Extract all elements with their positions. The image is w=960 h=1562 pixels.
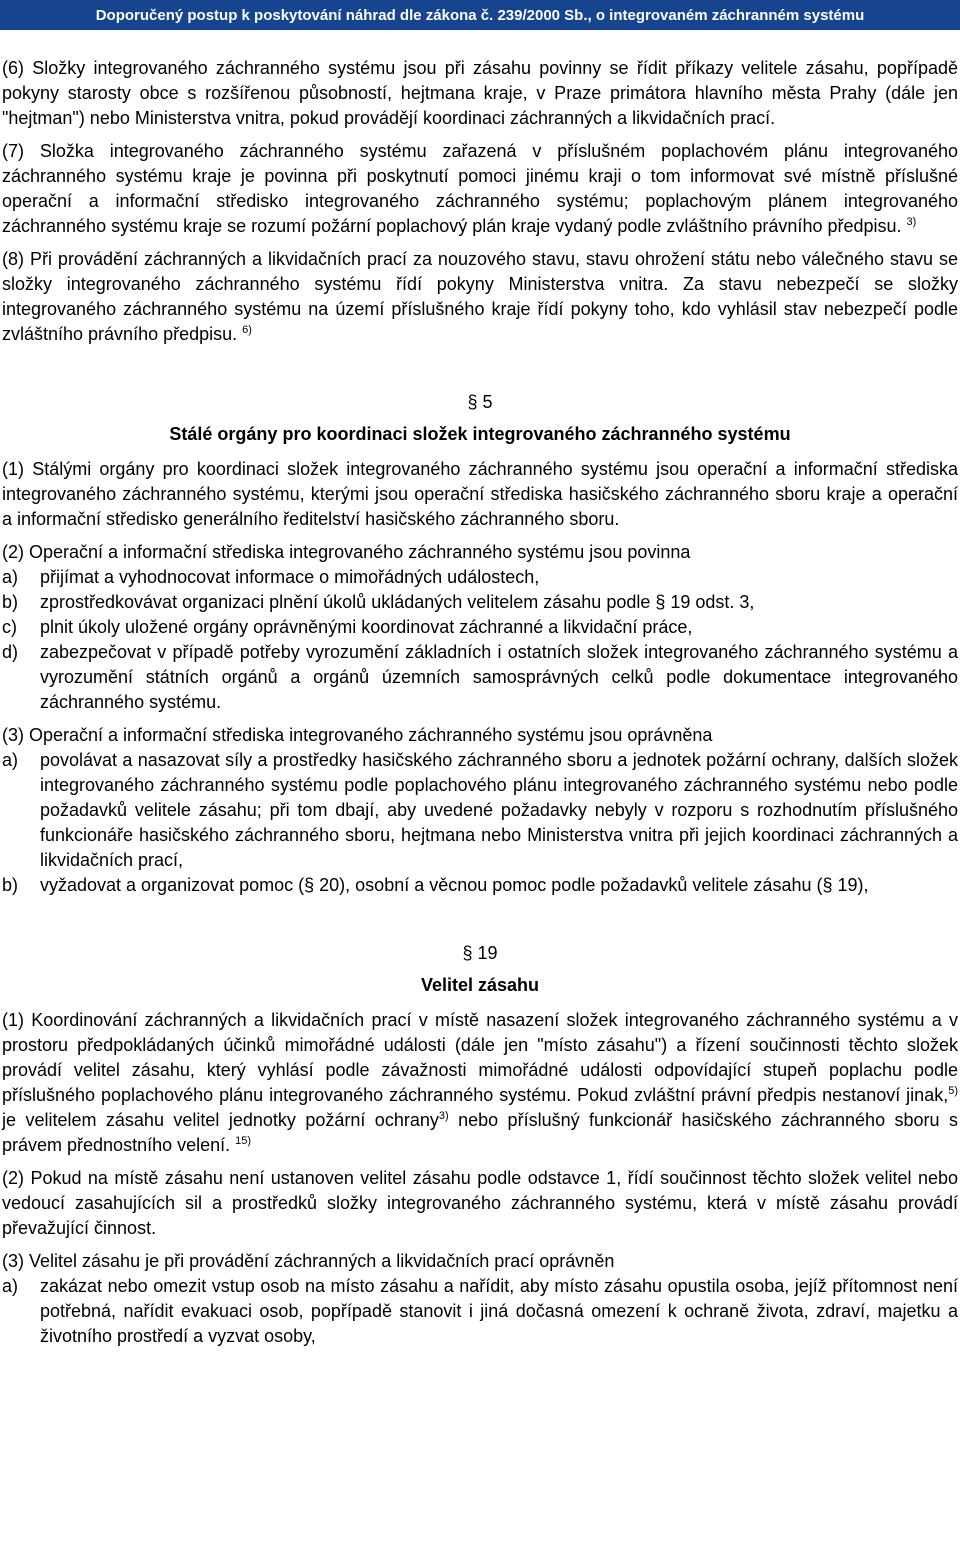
- footnote-ref: 5): [948, 1085, 958, 1097]
- section-19-title: Velitel zásahu: [420, 975, 540, 995]
- paragraph-7-text: (7) Složka integrovaného záchranného systému zařazená v příslušném poplachovém plánu integrovaného záchranného systému kraje je povinna při poskytnutí pomoci jinému kraji o tom informovat své místně příslušné operační a informační středisko integrovaného záchranného systému; poplachovým plánem integrovaného záchranného systému kraje se rozumí požární poplachový plán kraje vydaný podle zvláštního právního předpisu.: [2, 141, 958, 236]
- document-header-title: Doporučený postup k poskytování náhrad dle zákona č. 239/2000 Sb., o integrovaném záchranném systému: [95, 6, 865, 24]
- paragraph-8: [2, 247, 958, 347]
- footnote-ref: 15): [235, 1135, 252, 1147]
- list-item: [2, 565, 958, 590]
- footnote-ref: 3): [906, 216, 917, 228]
- paragraph-6: [2, 56, 958, 131]
- list-item-text: plnit úkoly uložené orgány oprávněnými koordinovat záchranné a likvidační práce,: [40, 617, 693, 637]
- list-item-text: zabezpečovat v případě potřeby vyrozumění základních i ostatních složek integrovaného záchranného systému a vyrozumění státních orgánů a orgánů územních samosprávných celků podle dokumentace integrovaného záchranného systému.: [40, 642, 958, 712]
- section-5-list-3: [2, 748, 958, 898]
- list-item-marker: b): [2, 592, 19, 612]
- paragraph-7: [2, 139, 958, 239]
- paragraph-6-text: (6) Složky integrovaného záchranného systému jsou při zásahu povinny se řídit příkazy velitele zásahu, popřípadě pokyny starosty obce s rozšířenou působností, hejtmana kraje, v Praze primátora hlavního města Prahy (dále jen "hejtman") nebo Ministerstva vnitra, pokud provádějí koordinaci záchranných a likvidačních prací.: [2, 58, 958, 128]
- footnote-ref: 3): [438, 1110, 449, 1122]
- list-item-marker: a): [2, 567, 19, 587]
- document-header: [0, 0, 960, 30]
- list-item-text: povolávat a nasazovat síly a prostředky hasičského záchranného sboru a jednotek požární ochrany, dalších složek integrovaného záchranného systému podle poplachového plánu integrovaného záchranného systému nebo podle požadavků velitele zásahu; při tom dbají, aby uvedené požadavky nebyly v rozporu s rozhodnutím příslušného funkcionáře hasičského záchranného sboru, hejtmana nebo Ministerstva vnitra při jejich koordinaci záchranných a likvidačních prací,: [40, 750, 958, 870]
- list-item-marker: d): [2, 642, 19, 662]
- list-item: [2, 1274, 958, 1349]
- list-item: [2, 873, 958, 898]
- list-item-text: vyžadovat a organizovat pomoc (§ 20), osobní a věcnou pomoc podle požadavků velitele zásahu (§ 19),: [40, 875, 869, 895]
- section-5-list-2: [2, 565, 958, 715]
- section-5-number: § 5: [467, 392, 493, 412]
- section-19-paragraph-3-intro: (3) Velitel zásahu je při provádění záchranných a likvidačních prací oprávněn: [2, 1251, 615, 1271]
- list-item: [2, 748, 958, 873]
- list-item: [2, 590, 958, 615]
- section-5-title: Stálé orgány pro koordinaci složek integrovaného záchranného systému: [169, 424, 791, 444]
- list-item-marker: c): [2, 617, 17, 637]
- section-19-number: § 19: [462, 943, 498, 963]
- section-19-p1-text-c: nebo příslušný funkcionář hasičského záchranného sboru s právem přednostního velení.: [2, 1110, 958, 1155]
- list-item-text: zprostředkovávat organizaci plnění úkolů ukládaných velitelem zásahu podle § 19 odst. 3,: [40, 592, 755, 612]
- section-5-paragraph-3-intro: (3) Operační a informační střediska integrovaného záchranného systému jsou oprávněna: [2, 725, 713, 745]
- section-5-paragraph-1: (1) Stálými orgány pro koordinaci složek integrovaného záchranného systému jsou operační a informační střediska integrovaného záchranného systému, kterými jsou operační střediska hasičského záchranného sboru kraje a operační a informační středisko generálního ředitelství hasičského záchranného sboru.: [2, 459, 958, 529]
- section-19-list-3: [2, 1274, 958, 1349]
- list-item-text: přijímat a vyhodnocovat informace o mimořádných událostech,: [40, 567, 540, 587]
- section-19-paragraph-2: (2) Pokud na místě zásahu není ustanoven velitel zásahu podle odstavce 1, řídí součinnost těchto složek velitel nebo vedoucí zasahujících sil a prostředků složky integrovaného záchranného systému, která v místě zásahu provádí převažující činnost.: [2, 1168, 958, 1238]
- list-item: [2, 640, 958, 715]
- list-item: [2, 615, 958, 640]
- section-5-paragraph-2-intro: (2) Operační a informační střediska integrovaného záchranného systému jsou povinna: [2, 542, 691, 562]
- footnote-ref: 6): [242, 324, 252, 336]
- paragraph-8-text: (8) Při provádění záchranných a likvidačních prací za nouzového stavu, stavu ohrožení státu nebo válečného stavu se složky integrovaného záchranného systému řídí pokyny Ministerstva vnitra. Za stavu nebezpečí se složky integrovaného záchranného systému na území příslušného kraje řídí pokyny toho, kdo vyhlásil stav nebezpečí podle zvláštního právního předpisu.: [2, 249, 958, 344]
- section-19-p1-text-a: (1) Koordinování záchranných a likvidačních prací v místě nasazení složek integrovaného záchranného systému a v prostoru předpokládaných účinků mimořádné události (dále jen "místo zásahu") a řízení součinnosti těchto složek provádí velitel zásahu, který vyhlásí podle závažnosti mimořádné události odpovídající stupeň poplachu podle příslušného poplachového plánu integrovaného záchranného systému. Pokud zvláštní právní předpis nestanoví jinak,: [2, 1010, 958, 1105]
- list-item-marker: a): [2, 1276, 19, 1296]
- document-body: [0, 30, 960, 1349]
- list-item-marker: b): [2, 875, 19, 895]
- list-item-text: zakázat nebo omezit vstup osob na místo zásahu a nařídit, aby místo zásahu opustila osoba, jejíž přítomnost není potřebná, nařídit evakuaci osob, popřípadě stanovit i jiná dočasná omezení k ochraně života, zdraví, majetku a životního prostředí a vyzvat osoby,: [40, 1276, 958, 1346]
- list-item-marker: a): [2, 750, 19, 770]
- section-19-p1-text-b: je velitelem zásahu velitel jednotky požární ochrany: [2, 1110, 439, 1130]
- section-19-paragraph-1: [2, 1008, 958, 1158]
